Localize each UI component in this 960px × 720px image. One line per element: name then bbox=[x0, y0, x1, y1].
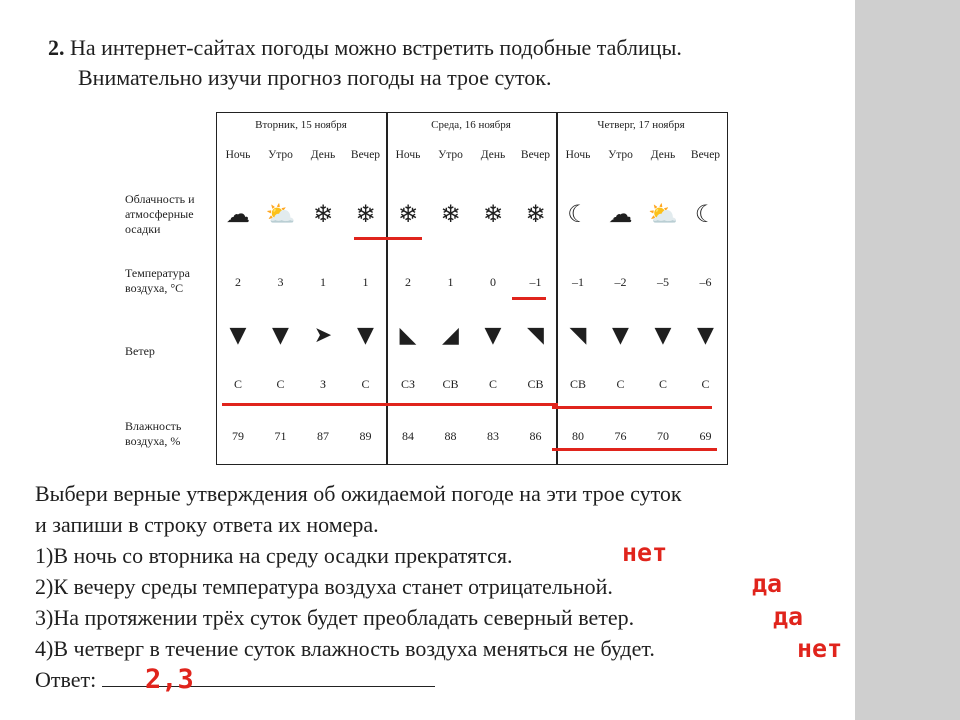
temperature-value: –6 bbox=[699, 275, 712, 289]
statement-4: 4)В четверг в течение суток влажность воздуха меняться не будет. bbox=[35, 636, 655, 661]
snow-icon: ❄ bbox=[397, 200, 419, 228]
wind-arrow-icon: ▼ bbox=[654, 323, 672, 348]
row-label-humidity: Влажность воздуха, % bbox=[125, 419, 182, 448]
temperature-value: 1 bbox=[362, 275, 369, 289]
period-label: Вечер bbox=[350, 149, 381, 161]
humidity-value: 69 bbox=[699, 429, 712, 443]
humidity-value: 80 bbox=[572, 429, 584, 443]
period-label: Ночь bbox=[565, 149, 591, 161]
temperature-value: –2 bbox=[614, 275, 627, 289]
temperature-value: –5 bbox=[657, 275, 669, 289]
temperature-value: –1 bbox=[529, 275, 542, 289]
wind-direction: З bbox=[319, 377, 326, 391]
snow-icon: ❄ bbox=[440, 200, 461, 228]
sun-cloud-icon: ⛅ bbox=[265, 200, 296, 228]
task-line-1: На интернет-сайтах погоды можно встретить подобные таблицы. bbox=[70, 35, 682, 60]
period-label: Вечер bbox=[520, 149, 551, 161]
wind-direction: С bbox=[616, 377, 625, 391]
period-label: Утро bbox=[268, 149, 293, 161]
wind-direction: С bbox=[488, 377, 497, 391]
wind-direction: С bbox=[276, 377, 285, 391]
moon-cloud-icon: ☾ bbox=[567, 200, 589, 228]
answer-label: Ответ: bbox=[35, 667, 97, 692]
day-header-wednesday: Среда, 16 ноября bbox=[431, 119, 511, 131]
snow-icon: ❄ bbox=[312, 200, 334, 228]
snow-icon: ❄ bbox=[525, 200, 546, 228]
wind-arrow-icon: ▼ bbox=[229, 323, 247, 348]
wind-arrow-icon: ◥ bbox=[569, 323, 587, 348]
weather-table bbox=[115, 112, 730, 466]
row-label-temperature: Температура воздуха, °С bbox=[125, 266, 190, 295]
wind-arrow-icon: ▼ bbox=[697, 323, 714, 348]
statement-3: 3)На протяжении трёх суток будет преобладать северный ветер. bbox=[35, 605, 635, 630]
humidity-value: 71 bbox=[274, 429, 287, 443]
period-label: День bbox=[650, 149, 676, 161]
side-strip bbox=[855, 0, 960, 720]
wind-arrow-icon: ◥ bbox=[527, 323, 544, 348]
statement-intro-2: и запиши в строку ответа их номера. bbox=[35, 512, 379, 537]
row-label-cloudiness: Облачность и атмосферные осадки bbox=[125, 192, 195, 236]
red-underline-temp bbox=[512, 297, 546, 300]
statement-intro-1: Выбери верные утверждения об ожидаемой погоде на эти трое суток bbox=[35, 481, 682, 506]
snow-icon: ❄ bbox=[482, 200, 504, 228]
red-underline-wind-2 bbox=[552, 406, 712, 409]
wind-direction: СВ bbox=[569, 377, 586, 391]
period-label: Вечер bbox=[690, 149, 721, 161]
snow-icon: ❄ bbox=[355, 200, 376, 228]
humidity-value: 87 bbox=[317, 429, 329, 443]
period-label: Ночь bbox=[395, 149, 421, 161]
wind-direction: С bbox=[233, 377, 242, 391]
answer-line bbox=[35, 664, 682, 695]
humidity-value: 76 bbox=[614, 429, 627, 443]
day-header-tuesday: Вторник, 15 ноября bbox=[255, 119, 347, 131]
period-label: Ночь bbox=[225, 149, 251, 161]
wind-arrow-icon: ◢ bbox=[442, 323, 459, 348]
wind-arrow-icon: ▼ bbox=[272, 323, 289, 348]
humidity-value: 70 bbox=[657, 429, 669, 443]
wind-arrow-icon: ▼ bbox=[357, 323, 374, 348]
cloud-icon: ☁ bbox=[608, 200, 633, 228]
temperature-value: 1 bbox=[447, 275, 454, 289]
humidity-value: 79 bbox=[232, 429, 244, 443]
humidity-value: 83 bbox=[487, 429, 499, 443]
statement-1: 1)В ночь со вторника на среду осадки прекратятся. bbox=[35, 543, 513, 568]
task-line-2: Внимательно изучи прогноз погоды на трое суток. bbox=[78, 65, 552, 90]
day-header-thursday: Четверг, 17 ноября bbox=[597, 119, 685, 131]
temperature-value: 2 bbox=[405, 275, 411, 289]
wind-arrow-icon: ▼ bbox=[612, 323, 629, 348]
mark-statement-3: да bbox=[773, 602, 804, 631]
wind-direction: СВ bbox=[527, 377, 544, 391]
red-underline-wind bbox=[222, 403, 558, 406]
wind-direction: С bbox=[361, 377, 370, 391]
period-label: Утро bbox=[608, 149, 633, 161]
wind-arrow-icon: ◣ bbox=[399, 323, 417, 348]
red-underline-humidity bbox=[552, 448, 717, 451]
row-label-wind: Ветер bbox=[125, 344, 155, 358]
humidity-value: 88 bbox=[444, 429, 457, 443]
wind-arrow-icon: ➤ bbox=[313, 323, 333, 348]
statements-block bbox=[35, 478, 682, 695]
temperature-value: 0 bbox=[490, 275, 496, 289]
humidity-value: 84 bbox=[402, 429, 414, 443]
temperature-value: 1 bbox=[320, 275, 326, 289]
temperature-value: –1 bbox=[572, 275, 584, 289]
red-underline-precip bbox=[354, 237, 422, 240]
cloud-icon: ☁ bbox=[226, 200, 250, 228]
period-label: День bbox=[480, 149, 506, 161]
mark-statement-4: нет bbox=[797, 634, 843, 663]
wind-direction: СЗ bbox=[400, 377, 415, 391]
mark-statement-1: нет bbox=[622, 538, 668, 567]
moon-cloud-icon: ☾ bbox=[694, 200, 717, 228]
temperature-value: 3 bbox=[277, 275, 284, 289]
mark-statement-2: да bbox=[752, 569, 783, 598]
task-heading bbox=[48, 33, 682, 93]
forecast-grid bbox=[216, 112, 728, 465]
sun-cloud-icon: ⛅ bbox=[648, 200, 678, 228]
humidity-value: 86 bbox=[529, 429, 542, 443]
task-number: 2. bbox=[48, 35, 65, 60]
answer-value: 2,3 bbox=[145, 664, 194, 695]
temperature-value: 2 bbox=[235, 275, 241, 289]
wind-arrow-icon: ▼ bbox=[484, 323, 502, 348]
statement-2: 2)К вечеру среды температура воздуха станет отрицательной. bbox=[35, 574, 613, 599]
wind-direction: СВ bbox=[442, 377, 459, 391]
period-label: День bbox=[310, 149, 336, 161]
humidity-value: 89 bbox=[359, 429, 372, 443]
wind-direction: С bbox=[701, 377, 710, 391]
period-label: Утро bbox=[438, 149, 463, 161]
wind-direction: С bbox=[658, 377, 667, 391]
